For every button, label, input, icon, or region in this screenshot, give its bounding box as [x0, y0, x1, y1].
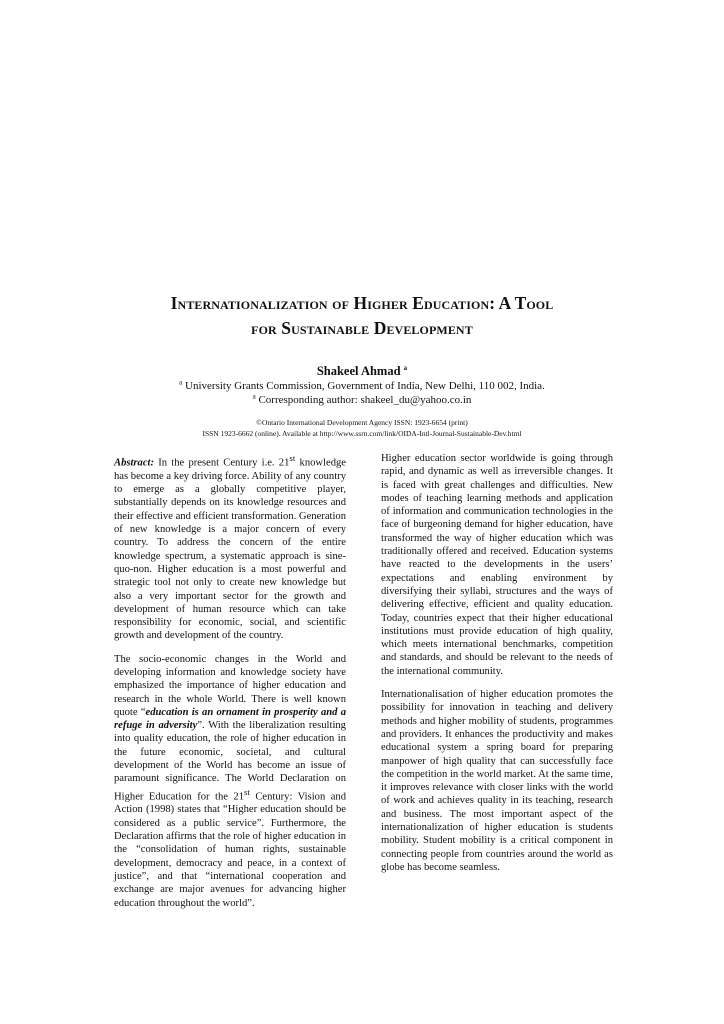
author-affiliation: University Grants Commission, Government of India, New Delhi, 110 002, India.	[185, 380, 545, 392]
copyright-line-1: ©Ontario International Development Agency ISSN: 1923-6654 (print)	[256, 418, 468, 427]
ordinal-suffix-2: st	[244, 786, 250, 797]
paper-title-line-1: Internationalization of Higher Education: A Tool	[170, 293, 554, 313]
copyright-notice	[60, 417, 664, 439]
author-affiliation-line	[60, 379, 664, 393]
left-column	[114, 452, 346, 920]
copyright-line-2: ISSN 1923-6662 (online). Available at http://www.ssrn.com/link/OIDA-Intl-Journal-Sustainable-Dev.html	[202, 429, 522, 438]
paragraph-2-part-b: ”. With the liberalization resulting into quality education, the role of higher education in the future economic, societal, and cultural development of the World has become an issue of paramount significance. The World Declaration on Higher Education for the 21	[114, 720, 346, 803]
abstract-label: Abstract:	[114, 457, 155, 469]
corresponding-author-line	[60, 393, 664, 407]
affiliation-marker: a	[179, 378, 183, 387]
author-name-marker: a	[403, 363, 408, 372]
emphasized-quote: education is an ornament in prosperity and a refuge in adversity	[114, 706, 347, 732]
abstract-text-rest: knowledge has become a key driving force. Ability of any country to emerge as a globally competitive player, substantially depends on its knowledge resources and their effective and efficient transformation. Generation of new knowledge is a major concern of every country. To address the concern of the entire knowledge spectrum, a systematic approach is sine-quo-non. Higher education is a most powerful and strategic tool not only to create new knowledge but also a very important sector for the growth and development of human resource which can take responsibility for economic, social, and scientific growth and development of the country.	[114, 457, 346, 642]
paper-title-line-2: for Sustainable Development	[251, 318, 473, 338]
right-column	[381, 452, 613, 884]
body-paragraph-2	[114, 653, 346, 910]
paragraph-2-part-a: The socio-economic changes in the World and developing information and knowledge society have emphasized the importance of higher education and research in the whole World. There is well known quote “	[114, 653, 346, 718]
body-paragraph-4: Internationalisation of higher education promotes the possibility for innovation in teaching and delivery methods and higher mobility of students, programmes and providers. It enhances the productivity and makes educational system a spring board for preparing manpower of high quality that can successfully face the competition in the world market. At the same time, it improves relevance with closer links with the world of work and achieves quality in its teaching, research and business. The most important aspect of the internationalization of higher education is students mobility. Student mobility is a critical component in connecting people from countries around the world as globe has become seamless.	[381, 689, 613, 873]
abstract-paragraph	[114, 452, 346, 643]
author-block	[60, 363, 664, 407]
corresponding-label: Corresponding author:	[258, 394, 358, 406]
ordinal-suffix: st	[289, 453, 296, 463]
paragraph-2-part-c: Century: Vision and Action (1998) states that “Higher education should be considered as a public service”. Furthermore, the Declaration affirms that the role of higher education in the “consolidation of human rights, sustainable development, democracy and peace, in a context of justice”, and that “international cooperation and exchange are major avenues for advancing higher education throughout the world”.	[114, 791, 346, 909]
abstract-text-start: In the present Century i.e. 21	[158, 457, 290, 469]
author-name-line	[60, 363, 664, 379]
corresponding-marker: a	[252, 392, 256, 401]
body-paragraph-3: Higher education sector worldwide is going through rapid, and dynamic as well as irreversible changes. It is faced with great challenges and difficulties. New modes of teaching learning methods and application of information and communication technologies in the face of burgeoning demand for higher education, have transformed the way of higher education which was traditionally offered and received. Education systems have reacted to the developments in the users’ expectations and enabling environment by diversifying their syllabi, structures and the ways of delivering effective, efficient and quality education. Today, countries expect that their higher educational institutions must provide education of high quality, which meets international benchmarks, competition and standards, and should be relevant to the needs of the international community.	[381, 453, 613, 677]
corresponding-email: shakeel_du@yahoo.co.in	[360, 394, 472, 406]
paper-title	[60, 291, 664, 341]
author-name: Shakeel Ahmad	[316, 364, 401, 378]
